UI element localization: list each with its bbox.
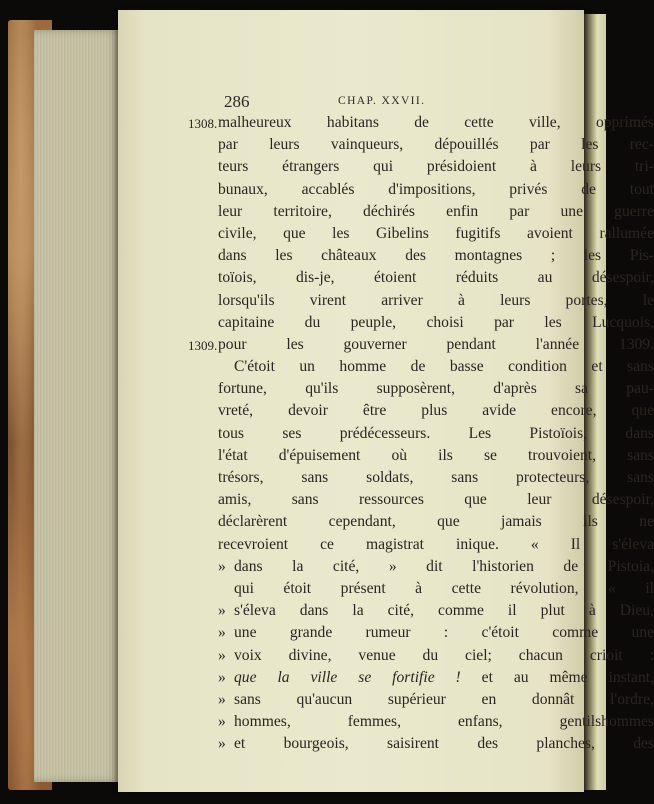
text-line: teurs étrangers qui présidoient à leurs tri- [218,158,654,176]
text-line: malheureux habitans de cette ville, opprimés [218,114,654,131]
text-line: pour les gouverner pendant l'année 1309. [218,335,654,353]
text-line: fortune, qu'ils supposèrent, d'après sa pau- [218,380,654,398]
quote-line [218,600,654,622]
running-header [118,92,584,114]
quote-line [218,711,654,733]
text-line: trésors, sans soldats, sans protecteurs, sans [218,469,654,486]
quote-text: voix divine, venue du ciel; chacun crioit : [234,646,654,664]
page-number: 286 [224,92,250,111]
text-line: recevroient ce magistrat inique. « Il s'éleva [218,535,654,553]
text-line: leur territoire, déchirés enfin par une guerre [218,202,654,220]
text-line: toïois, dis-je, étoient réduits au désespoir, [218,269,654,287]
quote-line [218,733,654,755]
text-line: lorsqu'ils virent arriver à leurs portes, le [218,291,654,309]
chapter-title: CHAP. XXVII. [338,95,426,107]
quote-text: une grande rumeur : c'étoit comme une [234,624,654,642]
text-line: amis, sans ressources que leur désespoir, [218,491,654,509]
body-text [218,112,654,755]
quote-mark: » [218,646,226,664]
text-line: l'état d'épuisement où ils se trouvoient, sans [218,446,654,464]
text-line: déclarèrent cependant, que jamais ils ne [218,513,654,531]
quote-text: s'éleva dans la cité, comme il plut à Dieu, [234,602,654,620]
quote-mark: » [218,690,226,708]
quote-mark: » [218,557,226,575]
text-line: bunaux, accablés d'impositions, privés de tout [218,180,654,198]
quote-line [218,645,654,667]
quote-text: hommes, femmes, enfans, gentilshommes [234,713,654,731]
italic-exclamation: que la ville se fortifie ! [234,668,461,686]
margin-year-1309: 1309. [188,338,218,353]
book-page [118,10,654,792]
quote-mark: » [218,735,226,753]
text-line: dans les châteaux des montagnes ; les Pis- [218,247,654,265]
page-edges-stack [34,30,120,782]
text-line: C'étoit un homme de basse condition et sans [234,358,654,376]
quote-mark: » [218,713,226,731]
quote-mark: » [218,602,226,620]
quote-text: et bourgeois, saisirent des planches, des [234,735,654,753]
quote-line [218,578,654,600]
quote-line [218,667,654,689]
after-italic-text: et au même instant, [460,668,654,686]
text-line: tous ses prédécesseurs. Les Pistoïois, dans [218,424,654,442]
text-line: vreté, devoir être plus avide encore, que [218,402,654,420]
quote-text: sans qu'aucun supérieur en donnât l'ordre, [234,690,654,708]
quote-line [218,689,654,711]
text-line: civile, que les Gibelins fugitifs avoient rallumée [218,224,654,242]
quote-text-italic-line [234,667,654,689]
quote-text: qui étoit présent à cette révolution, « il [234,579,654,597]
quote-line [218,622,654,644]
text-line: par leurs vainqueurs, dépouillés par les rec- [218,136,654,154]
quote-mark: » [218,624,226,642]
quote-line [218,556,654,578]
text-line: capitaine du peuple, choisi par les Lucquois, [218,313,654,331]
quote-mark: » [218,668,226,686]
margin-year-1308: 1308. [188,116,218,131]
quote-text: dans la cité, » dit l'historien de Pistoia, [234,557,654,575]
